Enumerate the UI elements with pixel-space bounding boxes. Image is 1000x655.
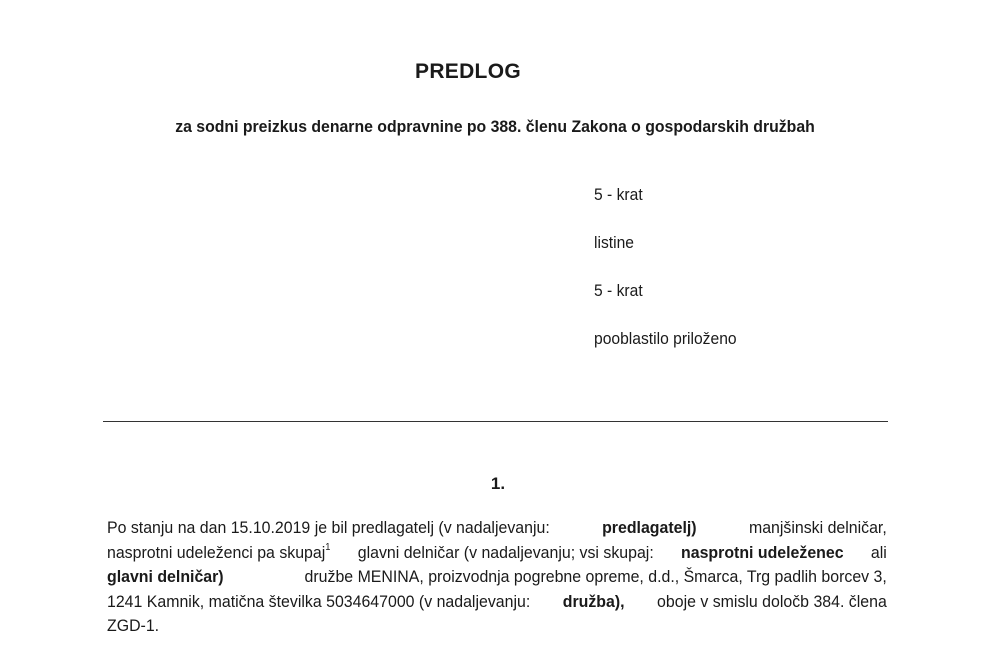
defined-term: družba), (562, 591, 625, 611)
section-divider (103, 421, 888, 422)
attachment-item: 5 - krat (594, 185, 643, 204)
text-run: družbe MENINA, proizvodnja pogrebne opreme, d.d., Šmarca, Trg padlih borcev 3, (304, 567, 887, 586)
text-run: manjšinski delničar, (748, 518, 887, 537)
paragraph-line (107, 614, 887, 639)
body-paragraph (107, 516, 887, 639)
footnote-ref[interactable]: 1 (325, 541, 331, 553)
text-run: nasprotni udeleženci pa skupaj (107, 542, 326, 562)
text-run: glavni delničar (v nadaljevanju; vsi skupaj: (357, 542, 654, 562)
text-run (107, 541, 330, 566)
document-title: PREDLOG (415, 60, 521, 83)
defined-term: glavni delničar) (107, 567, 224, 586)
defined-term: predlagatelj) (602, 518, 697, 537)
attachment-item: pooblastilo priloženo (594, 329, 737, 348)
text-run: ali (870, 542, 887, 562)
paragraph-line (107, 516, 887, 541)
paragraph-line (107, 590, 887, 615)
text-run: oboje v smislu določb 384. člena (657, 591, 887, 611)
attachments-list (594, 183, 737, 375)
text-run: 1241 Kamnik, matična številka 5034647000 (v nadaljevanju: (107, 591, 531, 611)
attachment-item: listine (594, 233, 634, 252)
section-number: 1. (490, 474, 506, 493)
text-run: Po stanju na dan 15.10.2019 je bil predlagatelj (v nadaljevanju: (107, 518, 550, 537)
paragraph-line (107, 541, 887, 566)
text-run: ZGD-1. (107, 616, 160, 635)
attachment-item: 5 - krat (594, 281, 643, 300)
document-subtitle: za sodni preizkus denarne odpravnine po 388. členu Zakona o gospodarskih družbah (175, 117, 815, 136)
paragraph-line (107, 565, 887, 590)
defined-term: nasprotni udeleženec (681, 542, 844, 562)
